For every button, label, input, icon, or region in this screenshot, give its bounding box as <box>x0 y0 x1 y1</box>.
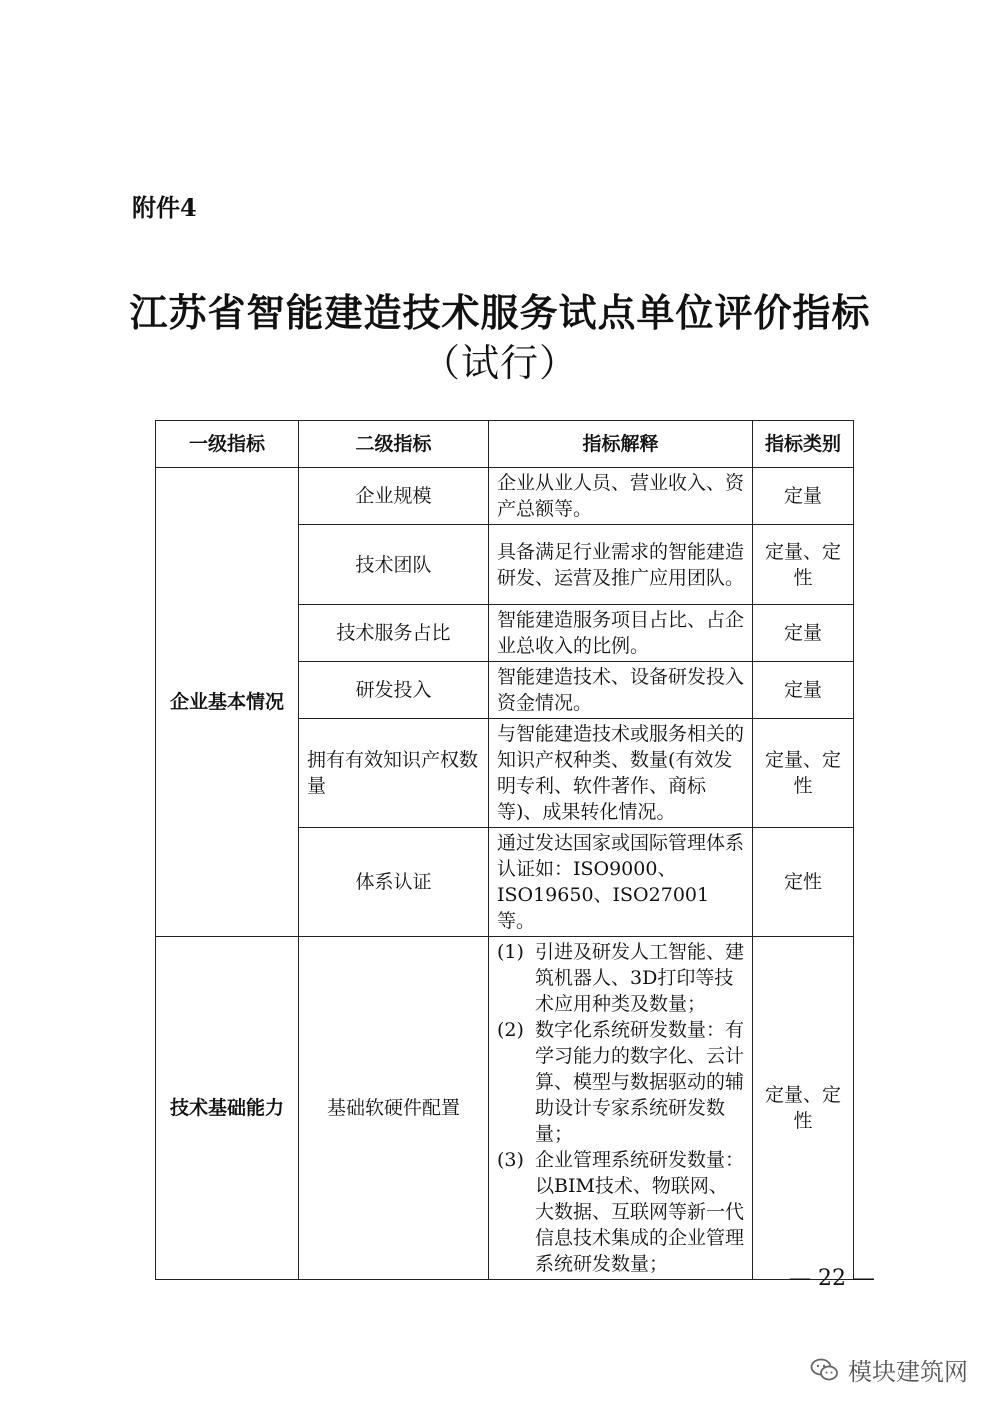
explanation-list <box>497 939 744 1277</box>
explanation-cell: 通过发达国家或国际管理体系认证如：ISO9000、ISO19650、ISO27001等。 <box>489 828 753 937</box>
wechat-icon <box>810 1357 840 1383</box>
watermark <box>810 1352 968 1387</box>
header-explanation: 指标解释 <box>489 421 753 468</box>
table-row <box>156 937 854 1280</box>
level2-cell: 技术服务占比 <box>299 605 489 662</box>
level1-cell: 企业基本情况 <box>156 468 299 937</box>
list-item <box>497 1147 744 1277</box>
level2-cell: 基础软硬件配置 <box>299 937 489 1280</box>
level2-cell: 企业规模 <box>299 468 489 525</box>
explanation-cell: 智能建造服务项目占比、占企业总收入的比例。 <box>489 605 753 662</box>
category-cell: 定量、定性 <box>753 525 854 605</box>
item-number: (3) <box>497 1149 524 1171</box>
attachment-label: 附件4 <box>132 193 197 222</box>
list-item <box>497 1017 744 1147</box>
list-item <box>497 939 744 1017</box>
explanation-cell: 企业从业人员、营业收入、资产总额等。 <box>489 468 753 525</box>
table-header-row <box>156 421 854 468</box>
category-cell: 定量 <box>753 468 854 525</box>
item-text: 企业管理系统研发数量：以BIM技术、物联网、大数据、互联网等新一代信息技术集成的企业管理系统研发数量； <box>535 1149 745 1275</box>
explanation-cell: 智能建造技术、设备研发投入资金情况。 <box>489 662 753 719</box>
level2-cell: 研发投入 <box>299 662 489 719</box>
category-cell: 定量、定性 <box>753 937 854 1280</box>
document-subtitle: （试行） <box>421 341 578 385</box>
level2-cell: 拥有有效知识产权数量 <box>299 719 489 828</box>
document-title: 江苏省智能建造技术服务试点单位评价指标 <box>129 290 871 335</box>
explanation-cell <box>489 937 753 1280</box>
header-category: 指标类别 <box>753 421 854 468</box>
level2-cell: 体系认证 <box>299 828 489 937</box>
page-number: — 22 — <box>789 1266 875 1291</box>
watermark-text: 模块建筑网 <box>848 1358 968 1386</box>
explanation-cell: 具备满足行业需求的智能建造研发、运营及推广应用团队。 <box>489 525 753 605</box>
evaluation-index-table <box>155 420 854 1280</box>
category-cell: 定性 <box>753 828 854 937</box>
category-cell: 定量 <box>753 605 854 662</box>
item-text: 数字化系统研发数量：有学习能力的数字化、云计算、模型与数据驱动的辅助设计专家系统研发数量； <box>535 1019 745 1145</box>
item-text: 引进及研发人工智能、建筑机器人、3D打印等技术应用种类及数量； <box>535 941 745 1015</box>
category-cell: 定量 <box>753 662 854 719</box>
table-row <box>156 468 854 525</box>
category-cell: 定量、定性 <box>753 719 854 828</box>
level1-cell: 技术基础能力 <box>156 937 299 1280</box>
header-level2: 二级指标 <box>299 421 489 468</box>
level2-cell: 技术团队 <box>299 525 489 605</box>
header-level1: 一级指标 <box>156 421 299 468</box>
item-number: (2) <box>497 1019 524 1041</box>
item-number: (1) <box>497 941 524 963</box>
explanation-cell: 与智能建造技术或服务相关的知识产权种类、数量(有效发明专利、软件著作、商标等)、成果转化情况。 <box>489 719 753 828</box>
